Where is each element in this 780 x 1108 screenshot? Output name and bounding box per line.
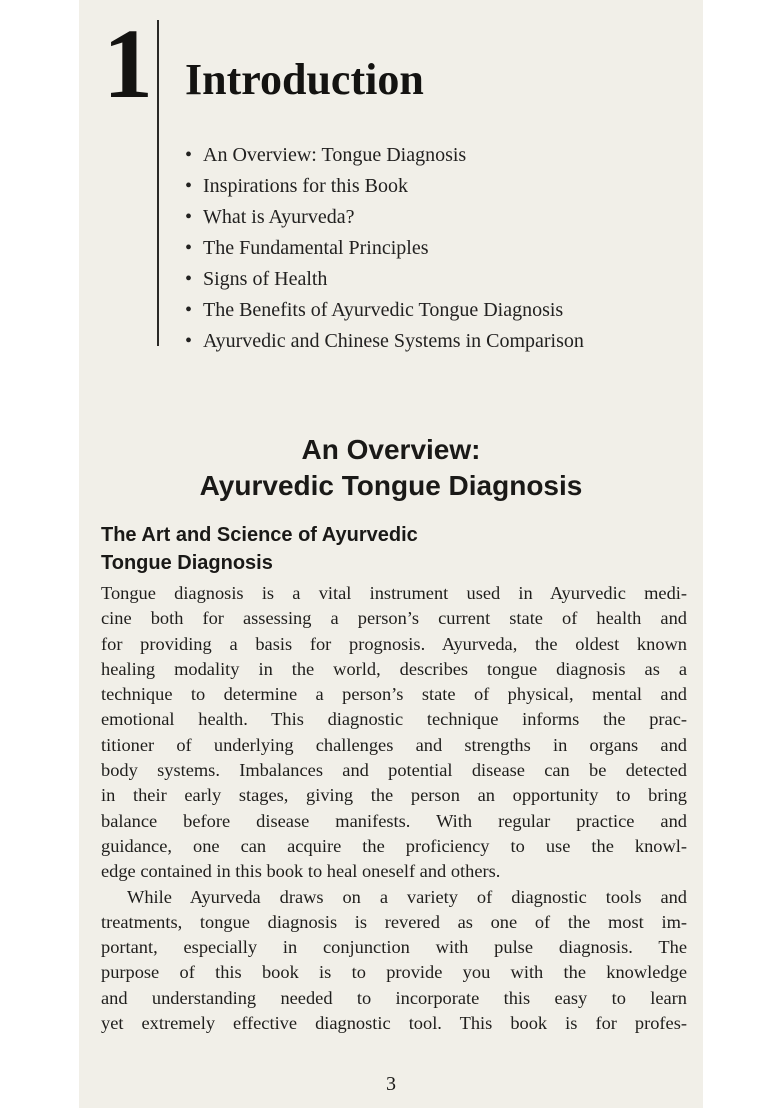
text-line: healing modality in the world, describes tongue diagnosis as a (101, 658, 687, 679)
text-line: cine both for assessing a person’s current state of health and (101, 608, 687, 629)
paragraph (101, 885, 687, 1037)
bullet-icon: • (185, 144, 193, 166)
section-heading-line: An Overview: (301, 434, 481, 465)
text-line: and understanding needed to incorporate this easy to learn (101, 987, 687, 1008)
contents-item-label: What is Ayurveda? (203, 206, 355, 228)
bullet-icon: • (185, 268, 193, 290)
bullet-icon: • (185, 206, 193, 228)
subsection-heading (101, 521, 521, 577)
text-line: balance before disease manifests. With regular practice and (101, 810, 687, 831)
text-line: in their early stages, giving the person an opportunity to bring (101, 785, 687, 806)
text-line: treatments, tongue diagnosis is revered as one of the most im- (101, 911, 687, 932)
text-line: portant, especially in conjunction with pulse diagnosis. The (101, 937, 687, 958)
chapter-contents-list (185, 140, 584, 357)
text-line: purpose of this book is to provide you with the knowledge (101, 962, 687, 983)
chapter-header (79, 0, 703, 360)
book-page (79, 0, 703, 1108)
body-text (101, 581, 687, 1036)
chapter-number: 1 (103, 8, 153, 119)
contents-item-label: An Overview: Tongue Diagnosis (203, 144, 467, 166)
text-line: Tongue diagnosis is a vital instrument used in Ayurvedic medi- (101, 583, 687, 603)
contents-item (185, 326, 584, 357)
bullet-icon: • (185, 237, 193, 259)
contents-item (185, 202, 584, 233)
subsection-heading-line: The Art and Science of Ayurvedic (101, 524, 418, 546)
page-number: 3 (386, 1073, 396, 1095)
chapter-title: Introduction (185, 55, 424, 104)
bullet-icon: • (185, 299, 193, 321)
contents-item-label: Inspirations for this Book (203, 175, 408, 197)
subsection-heading-line: Tongue Diagnosis (101, 552, 273, 574)
bullet-icon: • (185, 330, 193, 352)
bullet-icon: • (185, 175, 193, 197)
contents-item-label: The Fundamental Principles (203, 237, 429, 259)
contents-item-label: The Benefits of Ayurvedic Tongue Diagnosis (203, 299, 564, 321)
section-heading-line: Ayurvedic Tongue Diagnosis (199, 470, 583, 501)
text-line: titioner of underlying challenges and strengths in organs and (101, 734, 687, 755)
text-line: emotional health. This diagnostic technique informs the prac- (101, 709, 687, 730)
text-line: edge contained in this book to heal oneself and others. (101, 861, 501, 882)
contents-item (185, 233, 584, 264)
text-line: body systems. Imbalances and potential disease can be detected (101, 760, 687, 781)
section-heading (79, 432, 703, 504)
contents-item (185, 140, 584, 171)
text-line: guidance, one can acquire the proficiency to use the knowl- (101, 835, 687, 856)
contents-item-label: Signs of Health (203, 268, 328, 290)
chapter-divider-rule (157, 20, 159, 346)
text-line: technique to determine a person’s state of physical, mental and (101, 684, 687, 705)
contents-item (185, 295, 584, 326)
contents-item (185, 264, 584, 295)
contents-item-label: Ayurvedic and Chinese Systems in Comparison (203, 330, 584, 352)
text-line: While Ayurveda draws on a variety of diagnostic tools and (127, 886, 687, 907)
text-line: yet extremely effective diagnostic tool. This book is for profes- (101, 1013, 687, 1034)
text-line: for providing a basis for prognosis. Ayurveda, the oldest known (101, 633, 687, 654)
contents-item (185, 171, 584, 202)
paragraph (101, 581, 687, 885)
